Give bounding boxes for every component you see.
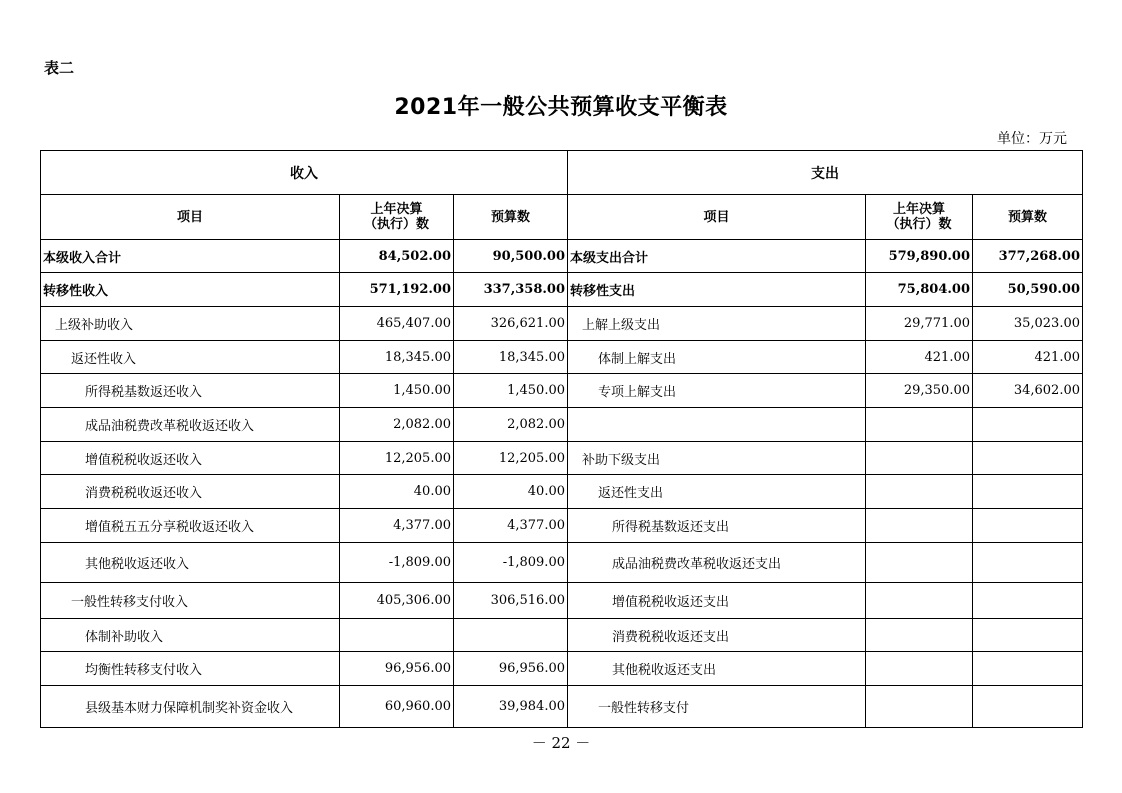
- expenditure-budget: [973, 442, 1083, 475]
- table-row: [41, 509, 1083, 543]
- income-last-year: 1,450.00: [340, 374, 454, 408]
- income-budget: 326,621.00: [454, 307, 568, 341]
- income-item: 上级补助收入: [41, 307, 340, 341]
- expenditure-item: 其他税收返还支出: [568, 652, 866, 686]
- expenditure-last-year: [866, 442, 973, 475]
- table-label: 表二: [44, 59, 75, 77]
- expenditure-last-year: [866, 619, 973, 652]
- expenditure-item: 上解上级支出: [568, 307, 866, 341]
- income-item: 一般性转移支付收入: [41, 583, 340, 619]
- income-last-year-header: 上年决算 （执行）数: [340, 195, 454, 240]
- income-budget: 337,358.00: [454, 273, 568, 307]
- table-row: [41, 543, 1083, 583]
- income-last-year: 60,960.00: [340, 686, 454, 728]
- expenditure-last-year: [866, 475, 973, 509]
- expenditure-budget: [973, 475, 1083, 509]
- income-last-year: -1,809.00: [340, 543, 454, 583]
- income-item: 增值税五五分享税收返还收入: [41, 509, 340, 543]
- expenditure-last-year: [866, 686, 973, 728]
- table-row: [41, 240, 1083, 273]
- table-row: [41, 273, 1083, 307]
- expenditure-last-year: [866, 583, 973, 619]
- expenditure-section-header: 支出: [568, 151, 1083, 195]
- income-last-year: 405,306.00: [340, 583, 454, 619]
- table-row: [41, 686, 1083, 728]
- expenditure-item: 成品油税费改革税收返还支出: [568, 543, 866, 583]
- page-number: － 22 －: [531, 734, 591, 752]
- table-row: [41, 442, 1083, 475]
- table-row: [41, 408, 1083, 442]
- income-last-year: 40.00: [340, 475, 454, 509]
- income-item: 消费税税收返还收入: [41, 475, 340, 509]
- expenditure-item: 转移性支出: [568, 273, 866, 307]
- expenditure-last-year: [866, 408, 973, 442]
- expenditure-last-year-header: 上年决算 （执行）数: [866, 195, 973, 240]
- income-budget: 96,956.00: [454, 652, 568, 686]
- table-row: [41, 583, 1083, 619]
- expenditure-budget: [973, 509, 1083, 543]
- expenditure-budget-header: 预算数: [973, 195, 1083, 240]
- income-last-year: 2,082.00: [340, 408, 454, 442]
- income-item: 所得税基数返还收入: [41, 374, 340, 408]
- budget-balance-table: [40, 150, 1083, 728]
- income-budget: [454, 619, 568, 652]
- income-item: 县级基本财力保障机制奖补资金收入: [41, 686, 340, 728]
- income-budget: -1,809.00: [454, 543, 568, 583]
- expenditure-last-year: [866, 652, 973, 686]
- table-row: [41, 475, 1083, 509]
- income-item: 返还性收入: [41, 341, 340, 374]
- table-row: [41, 307, 1083, 341]
- income-section-header: 收入: [41, 151, 568, 195]
- income-budget: 12,205.00: [454, 442, 568, 475]
- expenditure-budget: [973, 543, 1083, 583]
- income-last-year: 84,502.00: [340, 240, 454, 273]
- expenditure-item: 专项上解支出: [568, 374, 866, 408]
- expenditure-item: 增值税税收返还支出: [568, 583, 866, 619]
- income-item: 均衡性转移支付收入: [41, 652, 340, 686]
- table-row: [41, 341, 1083, 374]
- expenditure-last-year: 421.00: [866, 341, 973, 374]
- expenditure-budget: [973, 408, 1083, 442]
- income-budget: 18,345.00: [454, 341, 568, 374]
- expenditure-budget: 34,602.00: [973, 374, 1083, 408]
- expenditure-budget: [973, 652, 1083, 686]
- income-last-year: 4,377.00: [340, 509, 454, 543]
- expenditure-budget: 35,023.00: [973, 307, 1083, 341]
- expenditure-item: [568, 408, 866, 442]
- table-row: [41, 652, 1083, 686]
- income-last-year: 12,205.00: [340, 442, 454, 475]
- income-last-year: [340, 619, 454, 652]
- income-item: 转移性收入: [41, 273, 340, 307]
- income-budget: 306,516.00: [454, 583, 568, 619]
- income-last-year: 18,345.00: [340, 341, 454, 374]
- section-header-row: [41, 151, 1083, 195]
- income-budget: 39,984.00: [454, 686, 568, 728]
- income-last-year: 571,192.00: [340, 273, 454, 307]
- expenditure-last-year: 75,804.00: [866, 273, 973, 307]
- income-item: 增值税税收返还收入: [41, 442, 340, 475]
- expenditure-item: 体制上解支出: [568, 341, 866, 374]
- expenditure-item: 本级支出合计: [568, 240, 866, 273]
- expenditure-last-year: 29,350.00: [866, 374, 973, 408]
- expenditure-budget: 50,590.00: [973, 273, 1083, 307]
- expenditure-last-year: [866, 509, 973, 543]
- expenditure-item: 返还性支出: [568, 475, 866, 509]
- income-item: 成品油税费改革税收返还收入: [41, 408, 340, 442]
- income-item: 体制补助收入: [41, 619, 340, 652]
- expenditure-budget: 421.00: [973, 341, 1083, 374]
- income-last-year: 465,407.00: [340, 307, 454, 341]
- expenditure-item: 补助下级支出: [568, 442, 866, 475]
- expenditure-item: 一般性转移支付: [568, 686, 866, 728]
- expenditure-budget: [973, 686, 1083, 728]
- income-item: 本级收入合计: [41, 240, 340, 273]
- column-header-row: [41, 195, 1083, 240]
- income-budget: 1,450.00: [454, 374, 568, 408]
- income-item: 其他税收返还收入: [41, 543, 340, 583]
- expenditure-item-header: 项目: [568, 195, 866, 240]
- income-budget: 2,082.00: [454, 408, 568, 442]
- income-last-year: 96,956.00: [340, 652, 454, 686]
- expenditure-last-year: [866, 543, 973, 583]
- expenditure-last-year: 579,890.00: [866, 240, 973, 273]
- income-budget-header: 预算数: [454, 195, 568, 240]
- income-budget: 90,500.00: [454, 240, 568, 273]
- income-budget: 40.00: [454, 475, 568, 509]
- income-item-header: 项目: [41, 195, 340, 240]
- expenditure-budget: 377,268.00: [973, 240, 1083, 273]
- table-row: [41, 619, 1083, 652]
- expenditure-item: 消费税税收返还支出: [568, 619, 866, 652]
- page-title: 2021年一般公共预算收支平衡表: [394, 95, 728, 120]
- expenditure-item: 所得税基数返还支出: [568, 509, 866, 543]
- expenditure-last-year: 29,771.00: [866, 307, 973, 341]
- expenditure-budget: [973, 583, 1083, 619]
- income-budget: 4,377.00: [454, 509, 568, 543]
- table-row: [41, 374, 1083, 408]
- expenditure-budget: [973, 619, 1083, 652]
- unit-label: 单位：万元: [997, 131, 1067, 147]
